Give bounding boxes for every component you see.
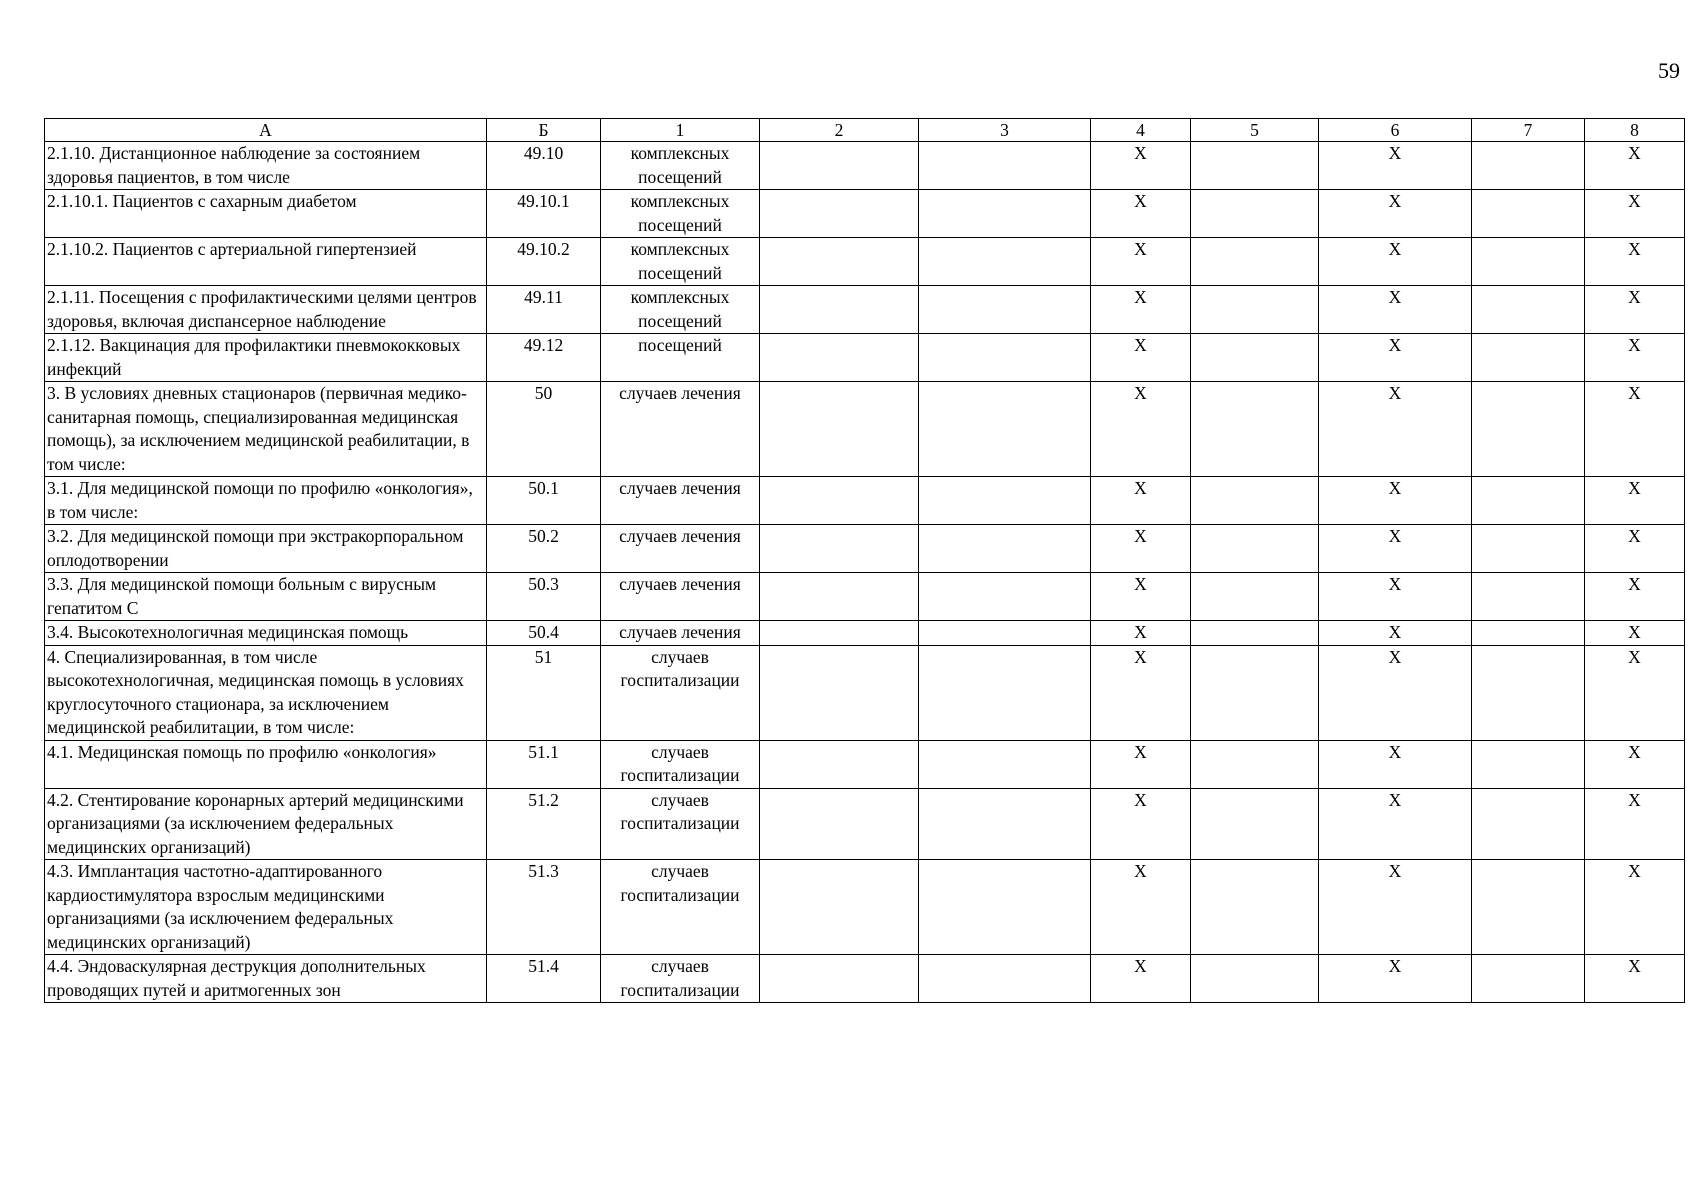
cell-col-4: X xyxy=(1091,286,1191,334)
row-description: 3.4. Высокотехнологичная медицинская помощь xyxy=(45,621,487,646)
cell-col-4: X xyxy=(1091,525,1191,573)
cell-col-7 xyxy=(1472,286,1585,334)
cell-col-7 xyxy=(1472,645,1585,740)
cell-col-8: X xyxy=(1585,955,1685,1003)
row-description: 3. В условиях дневных стационаров (первичная медико-санитарная помощь, специализированная медицинская помощь), за исключением медицинской реабилитации, в том числе: xyxy=(45,382,487,477)
cell-col-6: X xyxy=(1319,477,1472,525)
cell-col-5 xyxy=(1191,238,1319,286)
cell-col-4: X xyxy=(1091,238,1191,286)
cell-col-4: X xyxy=(1091,740,1191,788)
cell-col-7 xyxy=(1472,190,1585,238)
row-unit: комплексных посещений xyxy=(601,286,760,334)
cell-col-2 xyxy=(760,573,919,621)
column-header: 1 xyxy=(601,119,760,142)
cell-col-2 xyxy=(760,477,919,525)
cell-col-5 xyxy=(1191,286,1319,334)
cell-col-4: X xyxy=(1091,621,1191,646)
cell-col-5 xyxy=(1191,645,1319,740)
row-unit: случаев лечения xyxy=(601,621,760,646)
table-row xyxy=(45,286,1685,334)
cell-col-6: X xyxy=(1319,142,1472,190)
row-unit: случаев госпитализации xyxy=(601,788,760,860)
table-row xyxy=(45,382,1685,477)
cell-col-2 xyxy=(760,955,919,1003)
cell-col-2 xyxy=(760,860,919,955)
row-description: 2.1.12. Вакцинация для профилактики пневмококковых инфекций xyxy=(45,334,487,382)
row-description: 2.1.10.2. Пациентов с артериальной гипертензией xyxy=(45,238,487,286)
row-unit: случаев госпитализации xyxy=(601,860,760,955)
cell-col-5 xyxy=(1191,525,1319,573)
cell-col-6: X xyxy=(1319,621,1472,646)
row-description: 3.2. Для медицинской помощи при экстракорпоральном оплодотворении xyxy=(45,525,487,573)
row-unit: комплексных посещений xyxy=(601,190,760,238)
cell-col-4: X xyxy=(1091,645,1191,740)
column-header: 2 xyxy=(760,119,919,142)
row-code: 51 xyxy=(487,645,601,740)
table-row xyxy=(45,142,1685,190)
table-row xyxy=(45,740,1685,788)
column-header: 6 xyxy=(1319,119,1472,142)
cell-col-5 xyxy=(1191,477,1319,525)
table-row xyxy=(45,955,1685,1003)
row-description: 4.4. Эндоваскулярная деструкция дополнительных проводящих путей и аритмогенных зон xyxy=(45,955,487,1003)
table-header-row xyxy=(45,119,1685,142)
cell-col-7 xyxy=(1472,621,1585,646)
row-unit: случаев госпитализации xyxy=(601,740,760,788)
row-code: 51.3 xyxy=(487,860,601,955)
cell-col-4: X xyxy=(1091,334,1191,382)
cell-col-6: X xyxy=(1319,955,1472,1003)
table-body xyxy=(45,142,1685,1003)
row-unit: случаев лечения xyxy=(601,382,760,477)
table-row xyxy=(45,190,1685,238)
row-code: 51.4 xyxy=(487,955,601,1003)
cell-col-5 xyxy=(1191,788,1319,860)
cell-col-4: X xyxy=(1091,190,1191,238)
cell-col-3 xyxy=(919,860,1091,955)
cell-col-6: X xyxy=(1319,190,1472,238)
cell-col-7 xyxy=(1472,142,1585,190)
cell-col-3 xyxy=(919,621,1091,646)
cell-col-7 xyxy=(1472,573,1585,621)
row-description: 3.1. Для медицинской помощи по профилю «онкология», в том числе: xyxy=(45,477,487,525)
cell-col-5 xyxy=(1191,190,1319,238)
table-row xyxy=(45,645,1685,740)
row-unit: случаев госпитализации xyxy=(601,955,760,1003)
row-code: 50.4 xyxy=(487,621,601,646)
cell-col-8: X xyxy=(1585,573,1685,621)
row-unit: случаев госпитализации xyxy=(601,645,760,740)
cell-col-3 xyxy=(919,190,1091,238)
row-unit: случаев лечения xyxy=(601,525,760,573)
row-code: 49.10 xyxy=(487,142,601,190)
table-row xyxy=(45,860,1685,955)
row-unit: комплексных посещений xyxy=(601,238,760,286)
cell-col-8: X xyxy=(1585,286,1685,334)
cell-col-8: X xyxy=(1585,238,1685,286)
row-code: 49.11 xyxy=(487,286,601,334)
cell-col-3 xyxy=(919,573,1091,621)
cell-col-8: X xyxy=(1585,740,1685,788)
row-code: 51.1 xyxy=(487,740,601,788)
cell-col-4: X xyxy=(1091,955,1191,1003)
table-row xyxy=(45,788,1685,860)
data-table xyxy=(44,118,1685,1003)
cell-col-6: X xyxy=(1319,740,1472,788)
table-row xyxy=(45,238,1685,286)
cell-col-2 xyxy=(760,621,919,646)
row-description: 2.1.10.1. Пациентов с сахарным диабетом xyxy=(45,190,487,238)
cell-col-2 xyxy=(760,142,919,190)
cell-col-6: X xyxy=(1319,382,1472,477)
cell-col-6: X xyxy=(1319,286,1472,334)
cell-col-5 xyxy=(1191,740,1319,788)
cell-col-6: X xyxy=(1319,525,1472,573)
cell-col-6: X xyxy=(1319,334,1472,382)
row-description: 4. Специализированная, в том числе высокотехнологичная, медицинская помощь в условиях круглосуточного стационара, за исключением медицинской реабилитации, в том числе: xyxy=(45,645,487,740)
cell-col-3 xyxy=(919,238,1091,286)
table-row xyxy=(45,334,1685,382)
cell-col-4: X xyxy=(1091,382,1191,477)
cell-col-6: X xyxy=(1319,860,1472,955)
column-header: Б xyxy=(487,119,601,142)
cell-col-8: X xyxy=(1585,334,1685,382)
row-code: 49.12 xyxy=(487,334,601,382)
cell-col-6: X xyxy=(1319,788,1472,860)
page-number: 59 xyxy=(1658,58,1680,83)
cell-col-8: X xyxy=(1585,645,1685,740)
cell-col-5 xyxy=(1191,621,1319,646)
row-unit: случаев лечения xyxy=(601,477,760,525)
row-unit: посещений xyxy=(601,334,760,382)
cell-col-2 xyxy=(760,645,919,740)
row-code: 51.2 xyxy=(487,788,601,860)
cell-col-8: X xyxy=(1585,142,1685,190)
cell-col-7 xyxy=(1472,525,1585,573)
table-row xyxy=(45,477,1685,525)
cell-col-4: X xyxy=(1091,477,1191,525)
cell-col-5 xyxy=(1191,573,1319,621)
cell-col-3 xyxy=(919,334,1091,382)
cell-col-3 xyxy=(919,382,1091,477)
cell-col-2 xyxy=(760,740,919,788)
cell-col-8: X xyxy=(1585,788,1685,860)
cell-col-5 xyxy=(1191,142,1319,190)
cell-col-5 xyxy=(1191,382,1319,477)
row-unit: случаев лечения xyxy=(601,573,760,621)
cell-col-7 xyxy=(1472,740,1585,788)
cell-col-2 xyxy=(760,382,919,477)
cell-col-4: X xyxy=(1091,788,1191,860)
row-code: 50.2 xyxy=(487,525,601,573)
cell-col-3 xyxy=(919,740,1091,788)
row-code: 50.3 xyxy=(487,573,601,621)
cell-col-6: X xyxy=(1319,645,1472,740)
cell-col-5 xyxy=(1191,334,1319,382)
column-header: 7 xyxy=(1472,119,1585,142)
cell-col-7 xyxy=(1472,382,1585,477)
cell-col-2 xyxy=(760,334,919,382)
row-description: 4.2. Стентирование коронарных артерий медицинскими организациями (за исключением федеральных медицинских организаций) xyxy=(45,788,487,860)
cell-col-3 xyxy=(919,286,1091,334)
cell-col-3 xyxy=(919,788,1091,860)
cell-col-7 xyxy=(1472,334,1585,382)
cell-col-2 xyxy=(760,190,919,238)
cell-col-4: X xyxy=(1091,860,1191,955)
row-unit: комплексных посещений xyxy=(601,142,760,190)
cell-col-7 xyxy=(1472,955,1585,1003)
cell-col-3 xyxy=(919,142,1091,190)
row-description: 2.1.10. Дистанционное наблюдение за состоянием здоровья пациентов, в том числе xyxy=(45,142,487,190)
cell-col-2 xyxy=(760,788,919,860)
cell-col-2 xyxy=(760,238,919,286)
cell-col-4: X xyxy=(1091,573,1191,621)
cell-col-3 xyxy=(919,645,1091,740)
cell-col-7 xyxy=(1472,477,1585,525)
cell-col-8: X xyxy=(1585,860,1685,955)
cell-col-8: X xyxy=(1585,382,1685,477)
cell-col-7 xyxy=(1472,788,1585,860)
table-row xyxy=(45,621,1685,646)
cell-col-5 xyxy=(1191,955,1319,1003)
cell-col-8: X xyxy=(1585,525,1685,573)
row-description: 3.3. Для медицинской помощи больным с вирусным гепатитом С xyxy=(45,573,487,621)
cell-col-5 xyxy=(1191,860,1319,955)
cell-col-3 xyxy=(919,525,1091,573)
row-code: 50.1 xyxy=(487,477,601,525)
row-description: 4.3. Имплантация частотно-адаптированного кардиостимулятора взрослым медицинскими организациями (за исключением федеральных медицинских организаций) xyxy=(45,860,487,955)
column-header: 4 xyxy=(1091,119,1191,142)
cell-col-2 xyxy=(760,525,919,573)
cell-col-3 xyxy=(919,477,1091,525)
row-code: 49.10.2 xyxy=(487,238,601,286)
table-row xyxy=(45,573,1685,621)
cell-col-6: X xyxy=(1319,238,1472,286)
row-code: 49.10.1 xyxy=(487,190,601,238)
cell-col-4: X xyxy=(1091,142,1191,190)
cell-col-6: X xyxy=(1319,573,1472,621)
column-header: 3 xyxy=(919,119,1091,142)
cell-col-8: X xyxy=(1585,190,1685,238)
cell-col-3 xyxy=(919,955,1091,1003)
column-header: 8 xyxy=(1585,119,1685,142)
cell-col-8: X xyxy=(1585,621,1685,646)
row-description: 2.1.11. Посещения с профилактическими целями центров здоровья, включая диспансерное наблюдение xyxy=(45,286,487,334)
cell-col-8: X xyxy=(1585,477,1685,525)
table-row xyxy=(45,525,1685,573)
row-description: 4.1. Медицинская помощь по профилю «онкология» xyxy=(45,740,487,788)
cell-col-7 xyxy=(1472,860,1585,955)
row-code: 50 xyxy=(487,382,601,477)
column-header: 5 xyxy=(1191,119,1319,142)
cell-col-2 xyxy=(760,286,919,334)
cell-col-7 xyxy=(1472,238,1585,286)
column-header: А xyxy=(45,119,487,142)
